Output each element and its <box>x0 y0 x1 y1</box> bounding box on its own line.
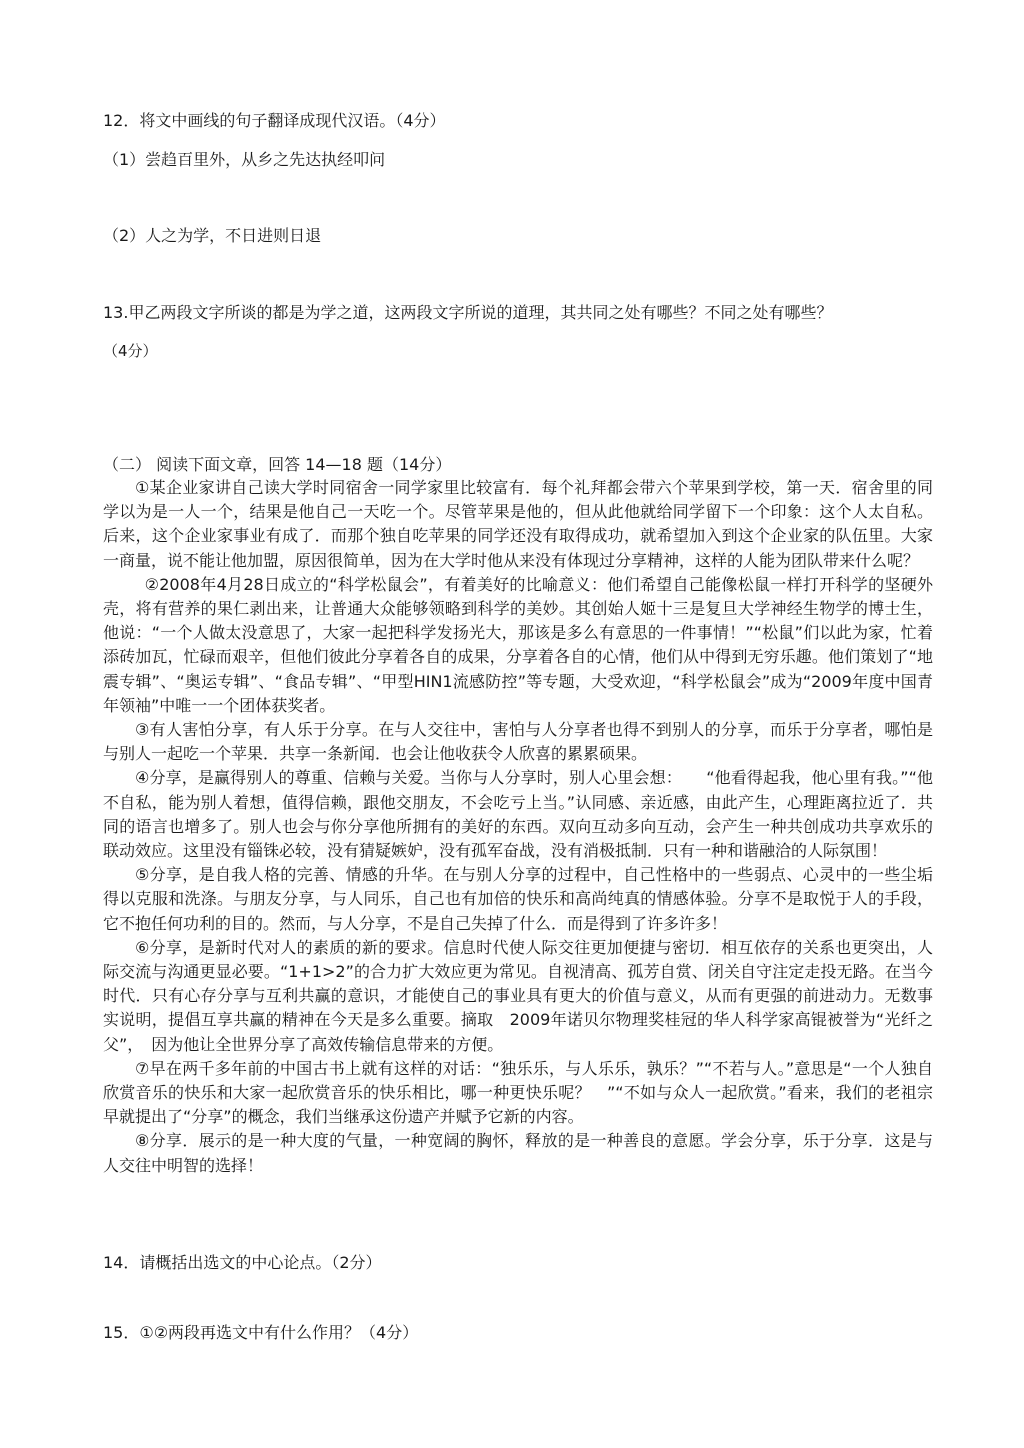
passage-paragraph-4: ④分享，是赢得别人的尊重、信赖与关爱。当你与人分享时，别人心里会想： “他看得起我，他心里有我。”“他不自私，能为别人着想，值得信赖，跟他交朋友，不会吃亏上当。”认同感、亲近感，由此产生，心理距离拉近了．共同的语言也增多了。别人也会与你分享他所拥有的美好的东西。双向互动多向互动，会产生一种共创成功共享欢乐的联动效应。这里没有锱铢必较，没有猜疑嫉妒，没有孤军奋战，没有消极抵制．只有一种和谐融洽的人际氛围！ <box>103 768 933 861</box>
section-2-heading: （二） 阅读下面文章，回答 14—18 题（14分） <box>103 455 452 474</box>
question-14: 14．请概括出选文的中心论点。（2分） <box>103 1253 382 1272</box>
passage-paragraph-2: ②2008年4月28日成立的“科学松鼠会”，有着美好的比喻意义：他们希望自己能像松鼠一样打开科学的坚硬外壳，将有营养的果仁剥出来，让普通大众能够领略到科学的美妙。其创始人姬十三是复旦大学神经生物学的博士生，他说：“一个人做太没意思了，大家一起把科学发扬光大，那该是多么有意思的一件事情！”“松鼠”们以此为家，忙着添砖加瓦，忙碌而艰辛，但他们彼此分享着各自的成果，分享着各自的心情，他们从中得到无穷乐趣。他们策划了“地震专辑”、“奥运专辑”、“食品专辑”、“甲型HIN1流感防控”等专题，大受欢迎，“科学松鼠会”成为“2009年度中国青年领袖”中唯一一个团体获奖者。 <box>103 574 933 715</box>
question-12: 12．将文中画线的句子翻译成现代汉语。（4分） <box>103 111 446 130</box>
passage-paragraph-6: ⑥分享，是新时代对人的素质的新的要求。信息时代使人际交往更加便捷与密切．相互依存的关系也更突出，人际交流与沟通更显必要。“1+1>2”的合力扩大效应更为常见。自视清高、孤芳自赏、闭关自守注定走投无路。在当今时代．只有心存分享与互利共赢的意识，才能使自己的事业具有更大的价值与意义，从而有更强的前进动力。无数事实说明，提倡互享共赢的精神在今天是多么重要。摘取 2009年诺贝尔物理奖桂冠的华人科学家高锟被誉为“光纤之父”， 因为他让全世界分享了高效传输信息带来的方便。 <box>103 937 933 1054</box>
passage-paragraph-8: ⑧分享．展示的是一种大度的气量，一种宽阔的胸怀，释放的是一种善良的意愿。学会分享，乐于分享．这是与人交往中明智的选择！ <box>103 1131 933 1175</box>
passage-paragraph-7: ⑦早在两千多年前的中国古书上就有这样的对话：“独乐乐，与人乐乐，孰乐？”“不若与人。”意思是“一个人独自欣赏音乐的快乐和大家一起欣赏音乐的快乐相比，哪一种更快乐呢？ ”“不如与众人一起欣赏。”看来，我们的老祖宗早就提出了“分享”的概念，我们当继承这份遗产并赋予它新的内容。 <box>103 1058 933 1127</box>
question-12-item-1: （1）尝趋百里外，从乡之先达执经叩问 <box>103 150 386 169</box>
passage-paragraph-5: ⑤分享，是自我人格的完善、情感的升华。在与别人分享的过程中，自己性格中的一些弱点、心灵中的一些尘垢得以克服和洗涤。与朋友分享，与人同乐，自己也有加倍的快乐和高尚纯真的情感体验。分享不是取悦于人的手段，它不抱任何功利的目的。然而，与人分享，不是自己失掉了什么．而是得到了许多许多！ <box>103 865 933 933</box>
question-12-item-2: （2）人之为学，不日进则日退 <box>103 226 322 245</box>
reading-passage <box>103 476 933 1178</box>
passage-paragraph-1: ①某企业家讲自己读大学时同宿舍一同学家里比较富有．每个礼拜都会带六个苹果到学校，第一天．宿舍里的同学以为是一人一个，结果是他自己一天吃一个。尽管苹果是他的，但从此他就给同学留下一个印象：这个人太自私。后来，这个企业家事业有成了．而那个独自吃苹果的同学还没有取得成功，就希望加入到这个企业家的队伍里。大家一商量，说不能让他加盟，原因很简单，因为在大学时他从来没有体现过分享精神，这样的人能为团队带来什么呢？ <box>103 478 933 570</box>
question-13: 13.甲乙两段文字所谈的都是为学之道，这两段文字所说的道理，其共同之处有哪些？不同之处有哪些？ <box>103 303 833 322</box>
question-15: 15．①②两段再选文中有什么作用？（4分） <box>103 1323 419 1342</box>
passage-paragraph-3: ③有人害怕分享，有人乐于分享。在与人交往中，害怕与人分享者也得不到别人的分享，而乐于分享者，哪怕是与别人一起吃一个苹果．共享一条新闻．也会让他收获令人欣喜的累累硕果。 <box>103 720 933 764</box>
question-13-score: （4分） <box>103 342 158 360</box>
